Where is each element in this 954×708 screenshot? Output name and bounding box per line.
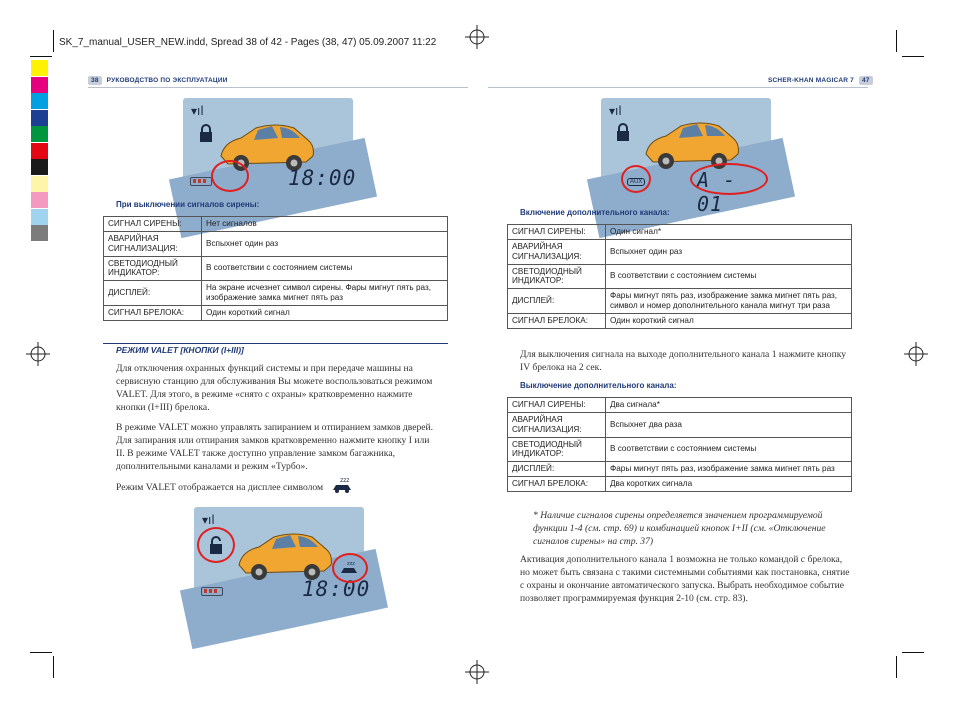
row-value: Один короткий сигнал: [202, 305, 448, 320]
row-key: АВАРИЙНАЯ СИГНАЛИЗАЦИЯ:: [508, 412, 606, 437]
row-value: Два сигнала*: [606, 398, 852, 413]
aux-off-table: [507, 397, 852, 492]
crop-mark: [53, 30, 54, 52]
lcd-channel-display: A - 01: [697, 168, 737, 216]
battery-icon: [201, 587, 223, 596]
page-number: 38: [88, 76, 102, 85]
aux-label: AUX: [627, 178, 645, 186]
aux-on-note: Для выключения сигнала на выходе дополнительного канала 1 нажмите кнопку IV брелока на 2 сек.: [520, 349, 847, 373]
color-swatch: [31, 192, 48, 208]
valet-paragraph: Режим VALET отображается на дисплее символом: [116, 482, 324, 493]
row-value: Нет сигналов: [202, 217, 448, 232]
color-swatch: [31, 143, 48, 159]
table-row: [104, 231, 448, 256]
color-swatch: [31, 126, 48, 142]
header-rule: [88, 87, 468, 88]
row-value: Вспыхнет один раз: [606, 239, 852, 264]
table-row: [104, 281, 448, 306]
crop-mark: [902, 652, 924, 653]
highlight-circle: [621, 165, 651, 193]
row-value: На экране исчезнет символ сирены. Фары мигнут пять раз, изображение замка мигнет пять раз: [202, 281, 448, 306]
highlight-circle: [332, 553, 368, 583]
footnote: * Наличие сигналов сирены определяется значением программируемой функции 1-4 (см. стр. 69) и комбинацией кнопок I+II (см. «Отключение сигналов сирены» на стр. 37): [533, 510, 826, 547]
crop-mark: [30, 56, 52, 57]
table-row: [508, 398, 852, 413]
row-value: В соответствии с состоянием системы: [202, 256, 448, 281]
row-value: Вспыхнет один раз: [202, 231, 448, 256]
header-title: РУКОВОДСТВО ПО ЭКСПЛУАТАЦИИ: [106, 76, 228, 84]
antenna-icon: ▾ıl: [191, 104, 204, 118]
row-key: ДИСПЛЕЙ:: [104, 281, 202, 306]
table-row: [104, 217, 448, 232]
lock-icon: [615, 122, 631, 142]
color-swatch: [31, 93, 48, 109]
row-key: СВЕТОДИОДНЫЙ ИНДИКАТОР:: [508, 264, 606, 289]
row-key: СИГНАЛ БРЕЛОКА:: [104, 305, 202, 320]
table-row: [508, 477, 852, 492]
table-row: [508, 313, 852, 328]
antenna-icon: ▾ıl: [609, 104, 622, 118]
row-value: В соответствии с состоянием системы: [606, 264, 852, 289]
valet-paragraph: Для отключения охранных функций системы и при передаче машины на сервисную станцию для обслуживания Вы можете воспользоваться режимом VALET. Для этого, в режиме «снято с охраны» кратковременно нажмите кнопки (I+III) брелока.: [116, 363, 433, 413]
section-title: Выключение дополнительного канала:: [520, 381, 677, 390]
row-key: СИГНАЛ БРЕЛОКА:: [508, 313, 606, 328]
section-title: При выключении сигналов сирены:: [116, 200, 260, 209]
registration-mark-icon: [904, 342, 928, 366]
right-page-header: [768, 73, 873, 87]
registration-mark-icon: [26, 342, 50, 366]
row-value: Один сигнал*: [606, 225, 852, 240]
valet-icon: [331, 476, 353, 494]
antenna-icon: ▾ıl: [202, 513, 215, 527]
section-title: РЕЖИМ VALET [КНОПКИ (I+III)]: [116, 345, 244, 355]
row-key: ДИСПЛЕЙ:: [508, 289, 606, 314]
row-value: В соответствии с состоянием системы: [606, 437, 852, 462]
header-rule: [488, 87, 868, 88]
car-icon: [234, 527, 334, 582]
color-swatch: [31, 110, 48, 126]
lcd-clock: 18:00: [302, 577, 371, 601]
crop-mark: [896, 30, 897, 52]
table-row: [508, 462, 852, 477]
crop-mark: [896, 656, 897, 678]
color-swatch: [31, 60, 48, 76]
registration-mark-icon: [465, 25, 489, 49]
row-value: Фары мигнут пять раз, изображение замка мигнет пять раз: [606, 462, 852, 477]
battery-icon: [190, 177, 212, 186]
table-row: [508, 239, 852, 264]
row-key: АВАРИЙНАЯ СИГНАЛИЗАЦИЯ:: [508, 239, 606, 264]
highlight-circle: [211, 160, 249, 192]
siren-off-table: [103, 216, 448, 321]
left-page-header: [88, 73, 228, 87]
color-swatch: [31, 176, 48, 192]
color-swatch: [31, 209, 48, 225]
page-number: 47: [859, 76, 873, 85]
row-key: СИГНАЛ СИРЕНЫ:: [508, 398, 606, 413]
row-key: СИГНАЛ БРЕЛОКА:: [508, 477, 606, 492]
row-key: СИГНАЛ СИРЕНЫ:: [104, 217, 202, 232]
file-info: SK_7_manual_USER_NEW.indd, Spread 38 of 42 - Pages (38, 47) 05.09.2007 11:22: [59, 37, 437, 48]
color-swatch: [31, 77, 48, 93]
crop-mark: [902, 56, 924, 57]
table-row: [104, 256, 448, 281]
lock-icon: [198, 123, 214, 143]
lcd-clock: 18:00: [288, 166, 357, 190]
crop-mark: [30, 652, 52, 653]
lcd-display: [183, 98, 357, 193]
row-value: Фары мигнут пять раз, изображение замка мигнет пять раз, символ и номер дополнительного канала мигнут три раза: [606, 289, 852, 314]
color-swatch: [31, 159, 48, 175]
row-value: Один короткий сигнал: [606, 313, 852, 328]
svg-text:zzz: zzz: [340, 477, 350, 484]
row-value: Вспыхнет два раза: [606, 412, 852, 437]
row-key: СИГНАЛ СИРЕНЫ:: [508, 225, 606, 240]
valet-paragraph: В режиме VALET можно управлять запиранием и отпиранием замков дверей. Для запирания или отпирания замков кратковременно нажмите кнопку I или II. В режиме VALET также доступно управление замком багажника, дополнительными каналами и режим «Турбо».: [116, 422, 434, 472]
table-row: [104, 305, 448, 320]
table-row: [508, 437, 852, 462]
table-row: [508, 412, 852, 437]
row-value: Два коротких сигнала: [606, 477, 852, 492]
header-title: SCHER-KHAN MAGICAR 7: [768, 76, 854, 84]
row-key: ДИСПЛЕЙ:: [508, 462, 606, 477]
section-title: Включение дополнительного канала:: [520, 208, 670, 217]
table-row: [508, 264, 852, 289]
highlight-circle: [197, 527, 235, 563]
crop-mark: [53, 656, 54, 678]
row-key: АВАРИЙНАЯ СИГНАЛИЗАЦИЯ:: [104, 231, 202, 256]
highlight-circle: [690, 163, 768, 195]
table-row: [508, 289, 852, 314]
aux-on-table: [507, 224, 852, 329]
registration-mark-icon: [465, 660, 489, 684]
color-swatch: [31, 225, 48, 241]
row-key: СВЕТОДИОДНЫЙ ИНДИКАТОР:: [104, 256, 202, 281]
table-row: [508, 225, 852, 240]
row-key: СВЕТОДИОДНЫЙ ИНДИКАТОР:: [508, 437, 606, 462]
activation-paragraph: Активация дополнительного канала 1 возможна не только командой с брелока, но может быть связана с такими системными событиями как постановка, снятие с охраны и окончание автоматического запуска. Выбрать необходимое событие позволяет программируемая функция 2-10 (см. стр. 83).: [520, 554, 850, 604]
svg-text:zzz: zzz: [347, 561, 355, 567]
